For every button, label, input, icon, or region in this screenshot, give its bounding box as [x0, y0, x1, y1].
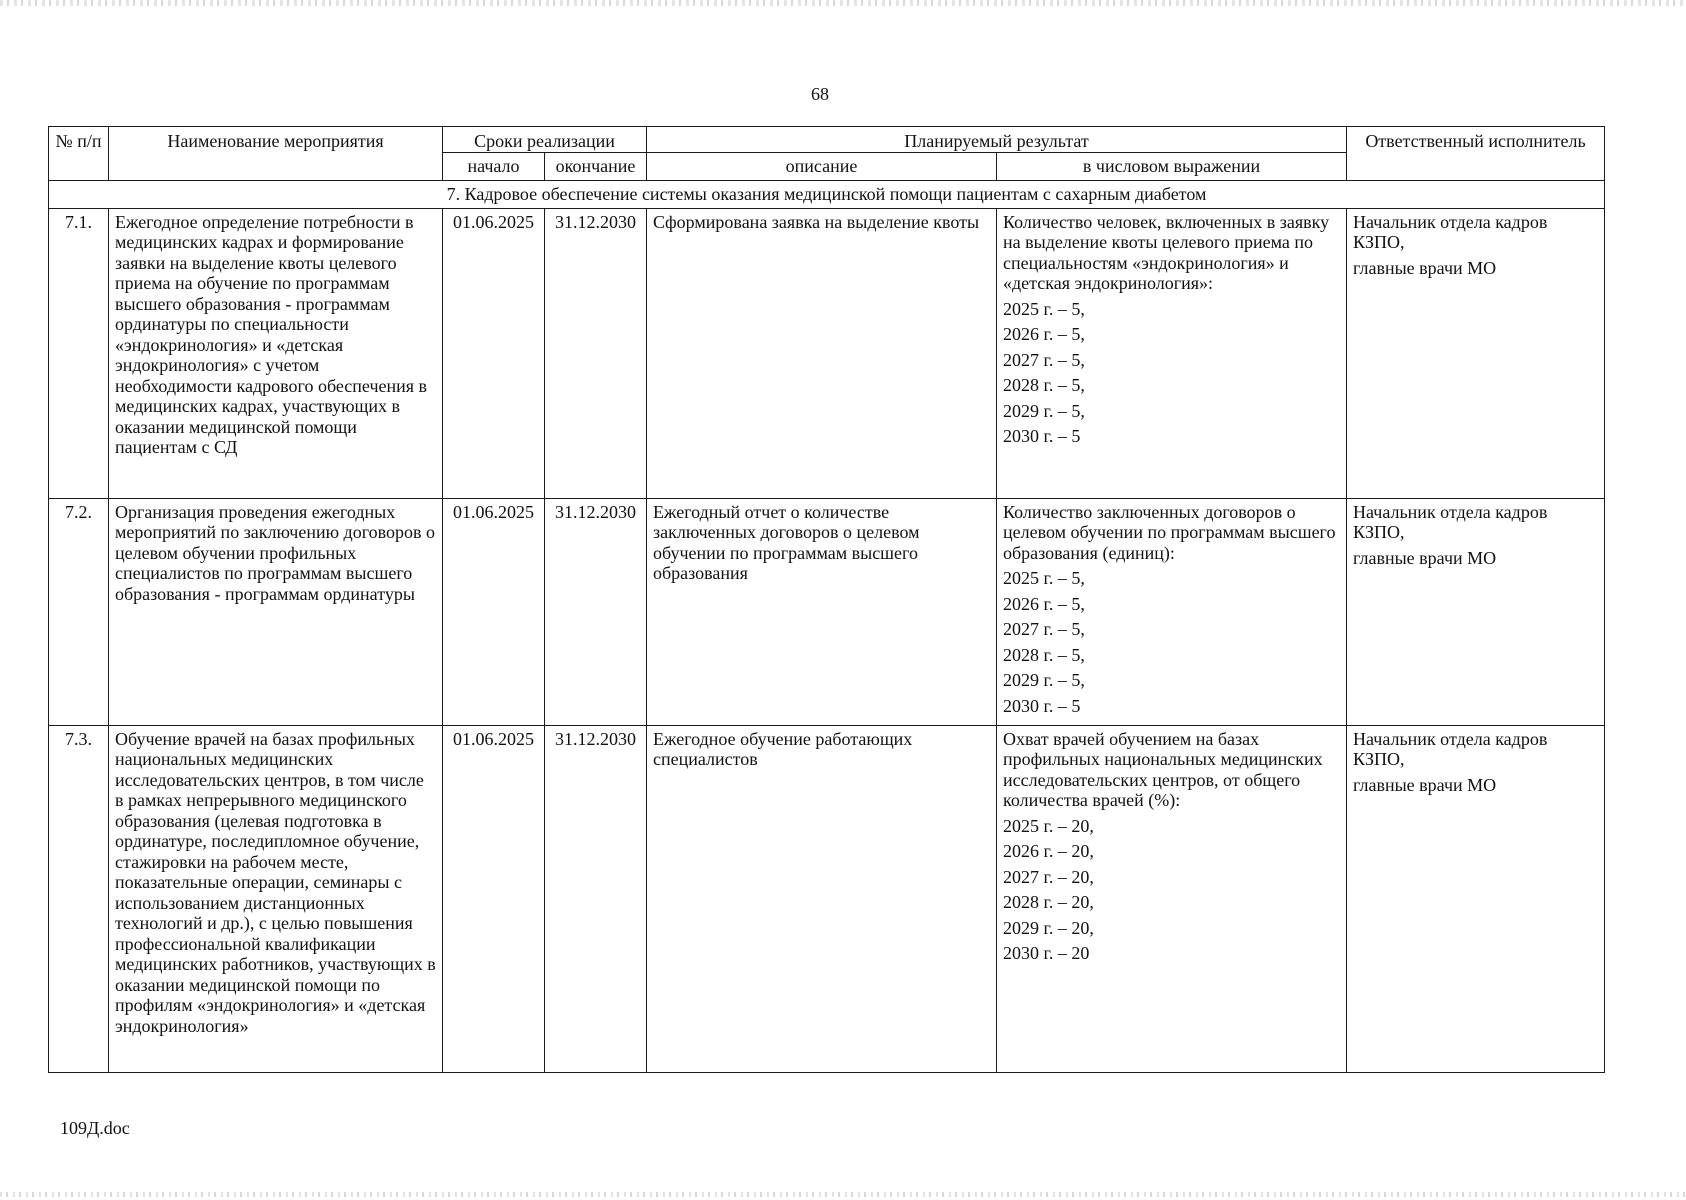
result-year: 2028 г. – 5,: [1003, 375, 1085, 395]
header-name: Наименование мероприятия: [109, 127, 443, 181]
result-year: 2028 г. – 20,: [1003, 892, 1094, 912]
row-name: Организация проведения ежегодных мероприятий по заключению договоров о целевом обучении профильных специалистов по программам высшего образования - программам ординатуры: [109, 498, 443, 725]
responsible-line: Начальник отдела кадров КЗПО,: [1353, 501, 1548, 542]
header-numeric: в числовом выражении: [997, 152, 1347, 180]
row-end-date: 31.12.2030: [545, 208, 647, 498]
result-year: 2025 г. – 5,: [1003, 568, 1085, 588]
row-numeric-result: [997, 725, 1347, 1072]
responsible-line: Начальник отдела кадров КЗПО,: [1353, 211, 1548, 252]
header-planned-result: Планируемый результат: [647, 127, 1347, 153]
result-year: 2028 г. – 5,: [1003, 644, 1085, 665]
result-year: 2030 г. – 20: [1003, 943, 1090, 963]
result-intro: Количество человек, включенных в заявку на выделение квоты целевого приема по специальностям «эндокринология» и «детская эндокринология»:: [1003, 211, 1330, 293]
row-numeric-result: [997, 208, 1347, 498]
result-year: 2027 г. – 20,: [1003, 866, 1094, 887]
responsible-line: главные врачи МО: [1353, 257, 1497, 278]
row-description: Сформирована заявка на выделение квоты: [647, 208, 997, 498]
footer-filename: 109Д.doc: [60, 1118, 130, 1138]
result-year: 2029 г. – 5,: [1003, 400, 1085, 421]
result-year: 2026 г. – 5,: [1003, 324, 1085, 344]
row-numeric-result: [997, 498, 1347, 725]
result-year: 2027 г. – 5,: [1003, 619, 1085, 639]
header-terms: Сроки реализации: [443, 127, 647, 153]
result-year: 2030 г. – 5: [1003, 695, 1081, 716]
table-row: [49, 498, 1605, 725]
row-name: Обучение врачей на базах профильных национальных медицинских исследовательских центров, в том числе в рамках непрерывного медицинского образования (целевая подготовка в ординатуре, последипломное обучение, стажировки на рабочем месте, показательные операции, семинары с использованием дистанционных технологий и др.), с целью повышения профессиональной квалификации медицинских работников, участвующих в оказании медицинской помощи по профилям «эндокринология» и «детская эндокринология»: [109, 725, 443, 1072]
result-year: 2029 г. – 20,: [1003, 917, 1094, 938]
row-num: 7.2.: [49, 498, 109, 725]
result-year: 2025 г. – 20,: [1003, 815, 1094, 836]
section-row: [49, 180, 1605, 208]
plan-table: [48, 126, 1605, 1073]
table-row: [49, 208, 1605, 498]
header-responsible: Ответственный исполнитель: [1347, 127, 1605, 181]
row-responsible: [1347, 498, 1605, 725]
row-num: 7.3.: [49, 725, 109, 1072]
table-row: [49, 725, 1605, 1072]
result-year: 2025 г. – 5,: [1003, 298, 1085, 319]
page-number: 68: [811, 84, 829, 104]
responsible-line: главные врачи МО: [1353, 547, 1497, 568]
result-year: 2026 г. – 20,: [1003, 841, 1094, 861]
header-start: начало: [443, 152, 545, 180]
row-start-date: 01.06.2025: [443, 498, 545, 725]
row-description: Ежегодный отчет о количестве заключенных договоров о целевом обучении по программам высшего образования: [647, 498, 997, 725]
header-description: описание: [647, 152, 997, 180]
header-num: № п/п: [49, 127, 109, 181]
result-intro: Охват врачей обучением на базах профильных национальных медицинских исследовательских центров, от общего количества врачей (%):: [1003, 728, 1323, 810]
row-description: Ежегодное обучение работающих специалистов: [647, 725, 997, 1072]
row-start-date: 01.06.2025: [443, 208, 545, 498]
row-start-date: 01.06.2025: [443, 725, 545, 1072]
table-header: [49, 127, 1605, 181]
result-year: 2027 г. – 5,: [1003, 349, 1085, 370]
result-year: 2029 г. – 5,: [1003, 670, 1085, 690]
scan-edge-top: [0, 0, 1686, 6]
result-year: 2030 г. – 5: [1003, 426, 1081, 446]
row-end-date: 31.12.2030: [545, 725, 647, 1072]
row-name: Ежегодное определение потребности в медицинских кадрах и формирование заявки на выделение квоты целевого приема на обучение по программам высшего образования - программам ординатуры по специальности «эндокринология» и «детская эндокринология» с учетом необходимости кадрового обеспечения в медицинских кадрах, участвующих в оказании медицинской помощи пациентам с СД: [109, 208, 443, 498]
scan-edge-bottom: [0, 1192, 1686, 1197]
row-responsible: [1347, 208, 1605, 498]
row-responsible: [1347, 725, 1605, 1072]
responsible-line: Начальник отдела кадров КЗПО,: [1353, 728, 1548, 769]
section-title: 7. Кадровое обеспечение системы оказания медицинской помощи пациентам с сахарным диабетом: [49, 180, 1605, 208]
result-intro: Количество заключенных договоров о целевом обучении по программам высшего образования (единиц):: [1003, 501, 1336, 563]
result-year: 2026 г. – 5,: [1003, 593, 1085, 614]
row-num: 7.1.: [49, 208, 109, 498]
header-end: окончание: [545, 152, 647, 180]
responsible-line: главные врачи МО: [1353, 774, 1497, 795]
row-end-date: 31.12.2030: [545, 498, 647, 725]
